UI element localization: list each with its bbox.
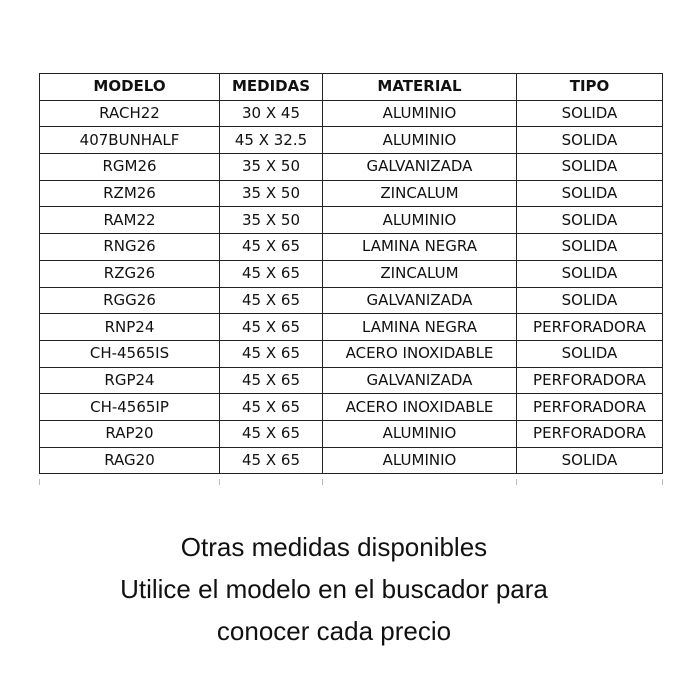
cell-medidas: 45 X 65 [220,287,323,314]
cell-tipo: SOLIDA [517,180,663,207]
table-row [40,180,663,207]
cell-medidas: 30 X 45 [220,100,323,127]
cell-tipo: PERFORADORA [517,394,663,421]
table-header-row [40,74,663,101]
cell-modelo: RGP24 [40,367,220,394]
cell-tipo: SOLIDA [517,260,663,287]
header-tipo: TIPO [517,74,663,101]
cell-modelo: RNG26 [40,234,220,261]
cell-tipo: SOLIDA [517,127,663,154]
cell-medidas: 45 X 65 [220,260,323,287]
cell-tipo: PERFORADORA [517,420,663,447]
table-row [40,207,663,234]
footer-line-3: conocer cada precio [216,616,452,646]
cell-medidas: 45 X 65 [220,367,323,394]
cell-modelo: RGM26 [40,154,220,181]
cell-tipo: SOLIDA [517,447,663,474]
cell-medidas: 35 X 50 [220,154,323,181]
product-spec-table [39,73,663,474]
cell-tipo: SOLIDA [517,340,663,367]
gridline-stub [322,479,323,485]
cell-material: ALUMINIO [323,100,517,127]
cell-modelo: RZG26 [40,260,220,287]
header-medidas: MEDIDAS [220,74,323,101]
cell-material: ACERO INOXIDABLE [323,394,517,421]
cell-tipo: PERFORADORA [517,314,663,341]
cell-tipo: SOLIDA [517,154,663,181]
cell-material: ZINCALUM [323,180,517,207]
cell-material: GALVANIZADA [323,367,517,394]
cell-material: GALVANIZADA [323,154,517,181]
cell-tipo: SOLIDA [517,207,663,234]
cell-modelo: 407BUNHALF [40,127,220,154]
cell-tipo: SOLIDA [517,234,663,261]
header-modelo: MODELO [40,74,220,101]
cell-modelo: RAP20 [40,420,220,447]
footer-line-2: Utilice el modelo en el buscador para [120,574,548,604]
table-row [40,447,663,474]
gridline-stub [219,479,220,485]
table-row [40,420,663,447]
cell-material: ALUMINIO [323,127,517,154]
gridline-stub [662,479,663,485]
table-row [40,394,663,421]
cell-material: ACERO INOXIDABLE [323,340,517,367]
cell-medidas: 45 X 65 [220,447,323,474]
table-row [40,287,663,314]
cell-material: ALUMINIO [323,420,517,447]
cell-tipo: SOLIDA [517,287,663,314]
cell-material: ALUMINIO [323,447,517,474]
footer-line-1: Otras medidas disponibles [180,532,488,562]
cell-material: LAMINA NEGRA [323,314,517,341]
table-row [40,367,663,394]
cell-material: ALUMINIO [323,207,517,234]
gridline-stub [516,479,517,485]
cell-medidas: 45 X 65 [220,234,323,261]
cell-modelo: CH-4565IS [40,340,220,367]
header-material: MATERIAL [323,74,517,101]
table-row [40,127,663,154]
cell-material: ZINCALUM [323,260,517,287]
cell-medidas: 45 X 65 [220,314,323,341]
cell-modelo: RACH22 [40,100,220,127]
table-row [40,260,663,287]
table-row [40,314,663,341]
table-row [40,100,663,127]
table-row [40,154,663,181]
cell-medidas: 45 X 32.5 [220,127,323,154]
cell-material: GALVANIZADA [323,287,517,314]
cell-medidas: 45 X 65 [220,420,323,447]
cell-medidas: 35 X 50 [220,180,323,207]
cell-modelo: CH-4565IP [40,394,220,421]
cell-modelo: RAM22 [40,207,220,234]
cell-tipo: SOLIDA [517,100,663,127]
cell-tipo: PERFORADORA [517,367,663,394]
cell-medidas: 45 X 65 [220,394,323,421]
table-row [40,234,663,261]
cell-material: LAMINA NEGRA [323,234,517,261]
cell-medidas: 45 X 65 [220,340,323,367]
cell-modelo: RNP24 [40,314,220,341]
footer-note [0,526,700,652]
cell-medidas: 35 X 50 [220,207,323,234]
gridline-stub [39,479,40,485]
cell-modelo: RZM26 [40,180,220,207]
cell-modelo: RGG26 [40,287,220,314]
table-row [40,340,663,367]
cell-modelo: RAG20 [40,447,220,474]
product-spec-table-container [39,73,663,474]
